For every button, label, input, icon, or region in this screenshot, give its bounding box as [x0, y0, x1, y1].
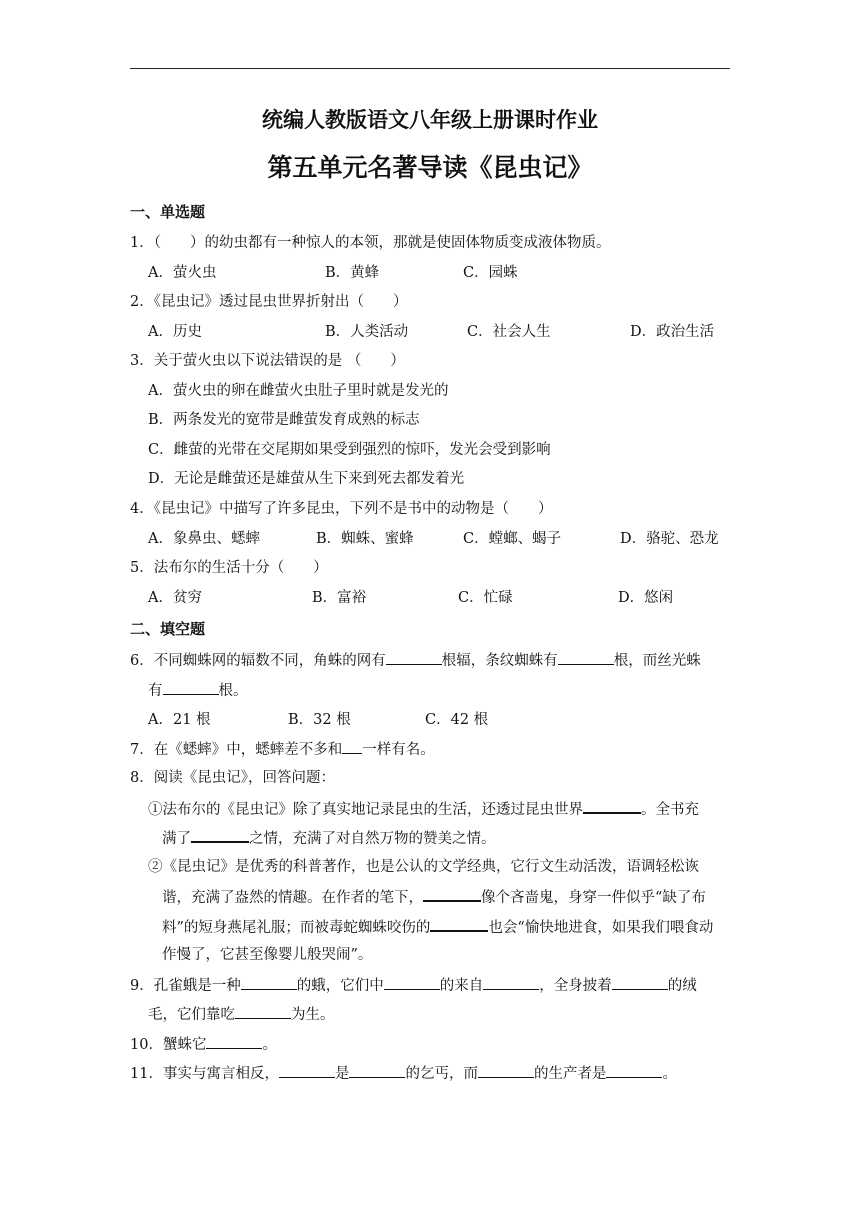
- answer-blank[interactable]: [235, 1004, 291, 1019]
- question-3-option-d[interactable]: D．无论是雌萤还是雄萤从生下来到死去都发着光: [148, 471, 465, 487]
- q9-text: ，全身披着: [539, 978, 612, 994]
- q9-text: 为生。: [291, 1007, 335, 1023]
- answer-blank[interactable]: [384, 975, 440, 990]
- question-5-stem: 5．法布尔的生活十分（ ）: [130, 560, 328, 576]
- section-heading-fill-blank: 二、填空题: [130, 620, 206, 638]
- q11-text: 的生产者是: [533, 1066, 607, 1082]
- option-c[interactable]: C．42 根: [425, 712, 489, 728]
- q8-text: 像个吝啬鬼，身穿一件似乎“缺了布: [481, 890, 706, 906]
- answer-blank[interactable]: [163, 680, 219, 695]
- q6-text: 根辐，条纹蜘蛛有: [441, 653, 558, 669]
- option-b[interactable]: B．人类活动: [325, 324, 409, 340]
- question-8-item-2-line-3: [162, 916, 713, 938]
- question-3-option-b[interactable]: B．两条发光的宽带是雌萤发育成熟的标志: [148, 412, 420, 428]
- question-8-item-2-line-2: [162, 886, 706, 908]
- question-2-stem: 2．《昆虫记》透过昆虫世界折射出（ ）: [130, 294, 408, 310]
- q8-text: 之情，充满了对自然万物的赞美之情。: [249, 831, 496, 847]
- answer-blank[interactable]: [558, 650, 614, 665]
- question-11: [130, 1063, 677, 1084]
- answer-blank[interactable]: [483, 975, 539, 990]
- option-b[interactable]: B．富裕: [312, 590, 367, 606]
- answer-blank[interactable]: [349, 1063, 405, 1078]
- option-c[interactable]: C．社会人生: [467, 324, 551, 340]
- question-6-line-1: [130, 650, 701, 671]
- question-3-option-a[interactable]: A．萤火虫的卵在雌萤火虫肚子里时就是发光的: [148, 383, 449, 399]
- page-subtitle: 第五单元名著导读《昆虫记》: [267, 153, 593, 182]
- q9-text: 9．孔雀蛾是一种: [130, 978, 241, 994]
- question-1-stem: 1．（ ）的幼虫都有一种惊人的本领，那就是使固体物质变成液体物质。: [130, 235, 611, 251]
- option-c[interactable]: C．园蛛: [463, 265, 518, 281]
- question-3-option-c[interactable]: C．雌萤的光带在交尾期如果受到强烈的惊吓，发光会受到影响: [148, 442, 551, 458]
- option-a[interactable]: A．象鼻虫、蟋蟀: [148, 531, 260, 547]
- answer-blank[interactable]: [478, 1063, 534, 1078]
- q8-text: 。全书充: [641, 802, 699, 818]
- q9-text: 的绒: [667, 978, 697, 994]
- option-c[interactable]: C．忙碌: [458, 590, 513, 606]
- q9-text: 的蛾，它们中: [296, 978, 384, 994]
- answer-blank[interactable]: [423, 886, 481, 902]
- q11-text: 是: [334, 1066, 350, 1082]
- option-c[interactable]: C．螳螂、蝎子: [463, 531, 562, 547]
- q8-text: ①法布尔的《昆虫记》除了真实地记录昆虫的生活，还透过昆虫世界: [148, 802, 583, 818]
- question-8-stem: 8．阅读《昆虫记》，回答问题：: [130, 770, 335, 786]
- question-8-item-1-line-1: [148, 798, 699, 820]
- option-b[interactable]: B．32 根: [288, 712, 351, 728]
- q8-text: 满了: [162, 831, 191, 847]
- question-9-line-1: [130, 975, 697, 996]
- question-8-item-1-line-2: [162, 827, 496, 849]
- q11-text: 的乞丐，而: [405, 1066, 478, 1082]
- question-3-stem: 3．关于萤火虫以下说法错误的是 （ ）: [130, 353, 405, 369]
- q6-text: 根。: [218, 683, 248, 699]
- section-heading-single-choice: 一、单选题: [130, 203, 206, 221]
- answer-blank[interactable]: [606, 1063, 662, 1078]
- question-9-line-2: [148, 1004, 335, 1025]
- question-10: [130, 1034, 277, 1055]
- q8-text: 料”的短身燕尾礼服；而被毒蛇蜘蛛咬伤的: [162, 920, 431, 936]
- option-a[interactable]: A．21 根: [148, 712, 211, 728]
- option-d[interactable]: D．骆驼、恐龙: [620, 531, 719, 547]
- option-b[interactable]: B．黄蜂: [325, 265, 380, 281]
- q10-text: 。: [262, 1037, 277, 1053]
- page-title: 统编人教版语文八年级上册课时作业: [262, 107, 598, 132]
- question-7: [130, 739, 435, 760]
- answer-blank[interactable]: [583, 798, 641, 814]
- answer-blank[interactable]: [342, 739, 362, 754]
- answer-blank[interactable]: [241, 975, 297, 990]
- q11-text: 11．事实与寓言相反，: [130, 1066, 279, 1082]
- q8-text: 也会“愉快地进食，如果我们喂食动: [488, 920, 714, 936]
- q7-text: 7．在《蟋蟀》中，蟋蟀差不多和: [130, 742, 343, 758]
- q6-text: 有: [148, 683, 163, 699]
- question-8-item-2-line-1: ②《昆虫记》是优秀的科普著作，也是公认的文学经典，它行文生动活泼，语调轻松诙: [148, 859, 699, 875]
- q9-text: 毛，它们靠吃: [148, 1007, 235, 1023]
- option-a[interactable]: A．贫穷: [148, 590, 202, 606]
- answer-blank[interactable]: [430, 916, 488, 932]
- q6-text: 6．不同蜘蛛网的辐数不同，角蛛的网有: [130, 653, 386, 669]
- answer-blank[interactable]: [191, 827, 249, 843]
- q7-text: 一样有名。: [362, 742, 435, 758]
- answer-blank[interactable]: [386, 650, 442, 665]
- q10-text: 10．蟹蛛它: [130, 1037, 207, 1053]
- top-rule: [130, 68, 730, 69]
- q11-text: 。: [662, 1066, 677, 1082]
- answer-blank[interactable]: [612, 975, 668, 990]
- answer-blank[interactable]: [206, 1034, 262, 1049]
- question-8-item-2-line-4: 作慢了，它甚至像婴儿般哭闹”。: [162, 947, 373, 963]
- q9-text: 的来自: [439, 978, 484, 994]
- option-a[interactable]: A．萤火虫: [148, 265, 217, 281]
- option-b[interactable]: B．蜘蛛、蜜蜂: [316, 531, 414, 547]
- question-6-line-2: [148, 680, 248, 701]
- option-d[interactable]: D．政治生活: [630, 324, 715, 340]
- option-a[interactable]: A．历史: [148, 324, 202, 340]
- q8-text: 谐，充满了盎然的情趣。在作者的笔下，: [162, 890, 423, 906]
- q6-text: 根，而丝光蛛: [613, 653, 701, 669]
- question-4-stem: 4．《昆虫记》中描写了许多昆虫，下列不是书中的动物是（ ）: [130, 501, 553, 517]
- answer-blank[interactable]: [279, 1063, 335, 1078]
- option-d[interactable]: D．悠闲: [618, 590, 674, 606]
